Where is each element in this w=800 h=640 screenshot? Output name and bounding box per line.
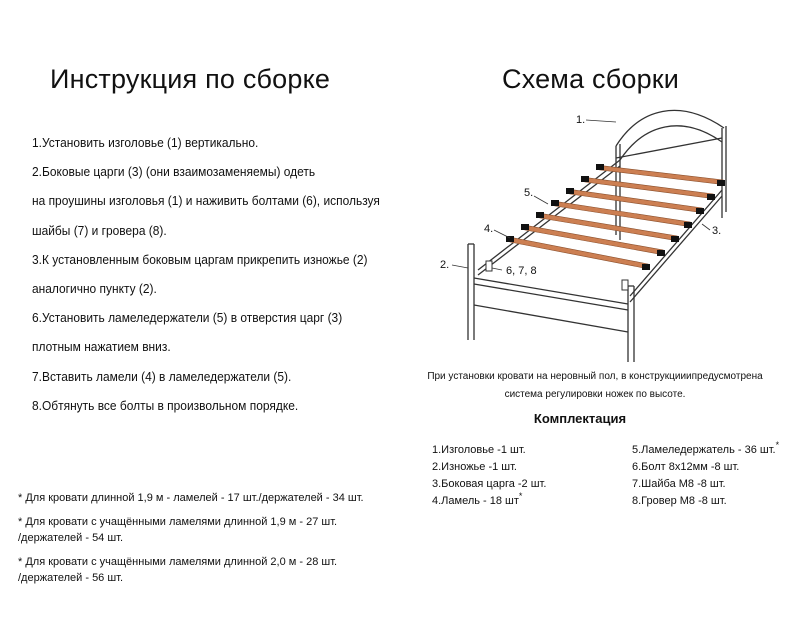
kit-item	[432, 488, 546, 505]
kit-item	[432, 471, 546, 488]
step-line: 8.Обтянуть все болты в произвольном порядке.	[32, 397, 299, 413]
step-line: 3.К установленным боковым царгам прикрепить изножье (2)	[32, 251, 368, 267]
slat-holder	[596, 164, 604, 170]
bolt	[486, 261, 492, 271]
callout-slat-holder: 5.	[524, 187, 534, 199]
step-line: на проушины изголовья (1) и наживить болтами (6), используя	[32, 193, 380, 209]
slat-holder	[717, 180, 725, 186]
kit-list-right	[632, 437, 779, 505]
kit-item	[632, 471, 779, 488]
kit-item-text: 6.Болт 8x12мм -8 шт.	[632, 461, 740, 473]
footboard	[468, 244, 634, 362]
asterisk: *	[775, 440, 780, 450]
callout-footboard: 2.	[440, 259, 450, 271]
asterisk: *	[518, 491, 523, 501]
note: * Для кровати с учащёнными ламелями длинной 1,9 м - 27 шт. /держателей - 54 шт.	[18, 516, 338, 544]
slat-holder	[684, 222, 692, 228]
slat	[510, 238, 648, 268]
slat-holder	[566, 188, 574, 194]
kit-item	[432, 437, 546, 454]
slat-holder	[707, 194, 715, 200]
slat-holder	[536, 212, 544, 218]
bolt	[622, 280, 628, 290]
callout-bolt-washer: 6, 7, 8	[506, 265, 537, 277]
bed-assembly-diagram	[430, 100, 740, 365]
step-line: 1.Установить изголовье (1) вертикально.	[32, 135, 259, 150]
kit-item	[632, 437, 779, 454]
uneven-floor-note	[405, 368, 785, 404]
kit-item	[632, 488, 779, 505]
callout-slat: 4.	[484, 223, 494, 235]
note: * Для кровати с учащёнными ламелями длинной 2,0 м - 28 шт. /держателей - 56 шт.	[18, 556, 338, 584]
slat-holder	[551, 200, 559, 206]
note: * Для кровати длинной 1,9 м - ламелей - 17 шт./держателей - 34 шт.	[18, 492, 364, 504]
kit-item	[432, 454, 546, 471]
kit-title: Комплектация	[533, 411, 627, 426]
kit-item-text: 4.Ламель - 18 шт	[432, 495, 519, 507]
step-line: плотным нажатием вниз.	[32, 339, 171, 355]
kit-item-text: 8.Гровер М8 -8 шт.	[632, 495, 727, 507]
assembly-steps	[32, 128, 412, 420]
slat-holder	[671, 236, 679, 242]
callout-side-rail: 3.	[712, 225, 722, 237]
slat-holder	[657, 250, 665, 256]
step-line: 2.Боковые царги (3) (они взаимозаменяемы) одеть	[32, 164, 316, 180]
bed-length-notes	[18, 490, 398, 594]
step-line: аналогично пункту (2).	[32, 281, 157, 297]
kit-item-text: 3.Боковая царга -2 шт.	[432, 478, 547, 490]
slat-holder	[642, 264, 650, 270]
scheme-title: Схема сборки	[502, 64, 680, 94]
kit-item-text: 7.Шайба М8 -8 шт.	[632, 478, 726, 490]
instruction-title: Инструкция по сборке	[50, 64, 331, 94]
kit-item-text: 1.Изголовье -1 шт.	[432, 444, 526, 456]
callout-headboard: 1.	[576, 114, 586, 126]
kit-item-text: 2.Изножье -1 шт.	[432, 461, 517, 473]
step-line: шайбы (7) и гровера (8).	[32, 222, 167, 238]
slat-holder	[696, 208, 704, 214]
slat-holder	[521, 224, 529, 230]
kit-item	[632, 454, 779, 471]
note-text: При установки кровати на неровный пол, в конструкцииипредусмотрена система регулировки ножек по высоте.	[427, 371, 763, 400]
slat-holder	[581, 176, 589, 182]
step-line: 7.Вставить ламели (4) в ламеледержатели (5).	[32, 368, 292, 384]
slat	[600, 166, 723, 184]
kit-item-text: 5.Ламеледержатель - 36 шт.	[632, 444, 776, 456]
kit-list-left	[432, 437, 546, 505]
step-line: 6.Установить ламеледержатели (5) в отверстия царг (3)	[32, 310, 343, 326]
